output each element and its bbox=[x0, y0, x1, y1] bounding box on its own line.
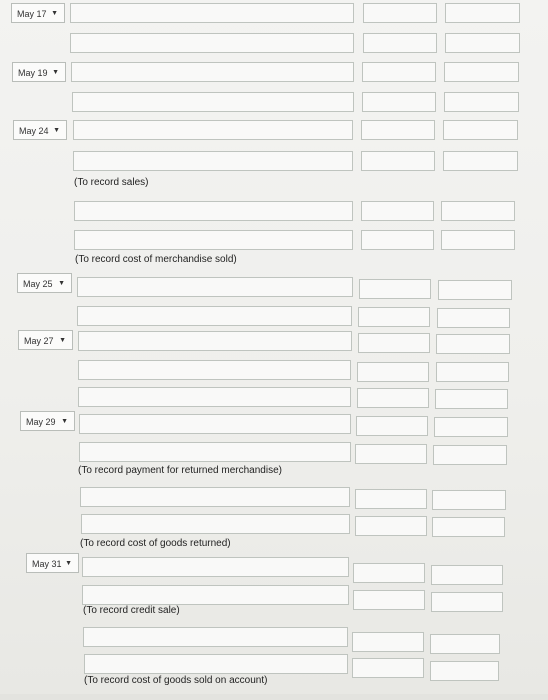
debit-input[interactable] bbox=[362, 62, 436, 82]
debit-input[interactable] bbox=[361, 120, 435, 140]
chevron-down-icon: ▼ bbox=[52, 69, 59, 76]
credit-input[interactable] bbox=[431, 565, 503, 585]
account-title-input[interactable] bbox=[71, 62, 354, 82]
credit-input[interactable] bbox=[445, 3, 520, 23]
date-label: May 31 bbox=[32, 559, 62, 569]
debit-input[interactable] bbox=[359, 279, 431, 299]
entry-note-record-sales: (To record sales) bbox=[74, 177, 149, 188]
debit-input[interactable] bbox=[358, 333, 430, 353]
account-title-input[interactable] bbox=[83, 627, 348, 647]
chevron-down-icon: ▼ bbox=[51, 10, 58, 17]
credit-input[interactable] bbox=[434, 417, 508, 437]
debit-input[interactable] bbox=[352, 632, 424, 652]
debit-input[interactable] bbox=[355, 489, 427, 509]
account-title-input[interactable] bbox=[74, 230, 353, 250]
credit-input[interactable] bbox=[436, 334, 510, 354]
account-title-input[interactable] bbox=[81, 514, 350, 534]
debit-input[interactable] bbox=[353, 590, 425, 610]
entry-note-record-cost-sold: (To record cost of merchandise sold) bbox=[75, 254, 237, 265]
credit-input[interactable] bbox=[433, 445, 507, 465]
date-label: May 19 bbox=[18, 68, 48, 78]
debit-input[interactable] bbox=[355, 516, 427, 536]
entry-note-record-credit-sale: (To record credit sale) bbox=[83, 605, 180, 616]
debit-input[interactable] bbox=[352, 658, 424, 678]
account-title-input[interactable] bbox=[72, 92, 354, 112]
debit-input[interactable] bbox=[362, 92, 436, 112]
credit-input[interactable] bbox=[437, 308, 510, 328]
credit-input[interactable] bbox=[430, 634, 500, 654]
account-title-input[interactable] bbox=[74, 201, 353, 221]
debit-input[interactable] bbox=[361, 230, 434, 250]
date-label: May 25 bbox=[23, 279, 53, 289]
debit-input[interactable] bbox=[353, 563, 425, 583]
account-title-input[interactable] bbox=[82, 557, 349, 577]
account-title-input[interactable] bbox=[73, 120, 353, 140]
chevron-down-icon: ▼ bbox=[58, 280, 65, 287]
account-title-input[interactable] bbox=[77, 306, 352, 326]
account-title-input[interactable] bbox=[82, 585, 349, 605]
credit-input[interactable] bbox=[430, 661, 499, 681]
account-title-input[interactable] bbox=[78, 387, 351, 407]
date-dropdown-may-31[interactable] bbox=[26, 553, 79, 573]
credit-input[interactable] bbox=[432, 517, 505, 537]
date-dropdown-may-27[interactable] bbox=[18, 330, 73, 350]
debit-input[interactable] bbox=[355, 444, 427, 464]
date-dropdown-may-25[interactable] bbox=[17, 273, 72, 293]
debit-input[interactable] bbox=[358, 307, 430, 327]
date-label: May 29 bbox=[26, 417, 56, 427]
debit-input[interactable] bbox=[357, 388, 429, 408]
account-title-input[interactable] bbox=[70, 33, 354, 53]
debit-input[interactable] bbox=[363, 3, 437, 23]
date-dropdown-may-29[interactable] bbox=[20, 411, 75, 431]
debit-input[interactable] bbox=[361, 151, 435, 171]
credit-input[interactable] bbox=[444, 92, 519, 112]
chevron-down-icon: ▼ bbox=[59, 337, 66, 344]
chevron-down-icon: ▼ bbox=[53, 127, 60, 134]
date-dropdown-may-17[interactable] bbox=[11, 3, 65, 23]
page-bottom-edge bbox=[0, 694, 548, 700]
chevron-down-icon: ▼ bbox=[61, 418, 68, 425]
credit-input[interactable] bbox=[432, 490, 506, 510]
account-title-input[interactable] bbox=[79, 442, 351, 462]
credit-input[interactable] bbox=[443, 151, 518, 171]
date-label: May 17 bbox=[17, 9, 47, 19]
credit-input[interactable] bbox=[436, 362, 509, 382]
debit-input[interactable] bbox=[357, 362, 429, 382]
credit-input[interactable] bbox=[441, 201, 515, 221]
chevron-down-icon: ▼ bbox=[65, 560, 72, 567]
account-title-input[interactable] bbox=[84, 654, 348, 674]
credit-input[interactable] bbox=[445, 33, 520, 53]
debit-input[interactable] bbox=[356, 416, 428, 436]
credit-input[interactable] bbox=[431, 592, 503, 612]
entry-note-record-payment-returned: (To record payment for returned merchandise) bbox=[78, 465, 282, 476]
date-dropdown-may-24[interactable] bbox=[13, 120, 67, 140]
credit-input[interactable] bbox=[444, 62, 519, 82]
credit-input[interactable] bbox=[438, 280, 512, 300]
account-title-input[interactable] bbox=[80, 487, 350, 507]
account-title-input[interactable] bbox=[77, 277, 353, 297]
account-title-input[interactable] bbox=[70, 3, 354, 23]
account-title-input[interactable] bbox=[78, 331, 352, 351]
account-title-input[interactable] bbox=[78, 360, 351, 380]
credit-input[interactable] bbox=[435, 389, 508, 409]
date-label: May 27 bbox=[24, 336, 54, 346]
entry-note-record-cost-on-account: (To record cost of goods sold on account) bbox=[84, 675, 268, 686]
account-title-input[interactable] bbox=[79, 414, 351, 434]
credit-input[interactable] bbox=[441, 230, 515, 250]
account-title-input[interactable] bbox=[73, 151, 353, 171]
credit-input[interactable] bbox=[443, 120, 518, 140]
debit-input[interactable] bbox=[363, 33, 437, 53]
entry-note-record-cost-returned: (To record cost of goods returned) bbox=[80, 538, 231, 549]
debit-input[interactable] bbox=[361, 201, 434, 221]
date-label: May 24 bbox=[19, 126, 49, 136]
date-dropdown-may-19[interactable] bbox=[12, 62, 66, 82]
